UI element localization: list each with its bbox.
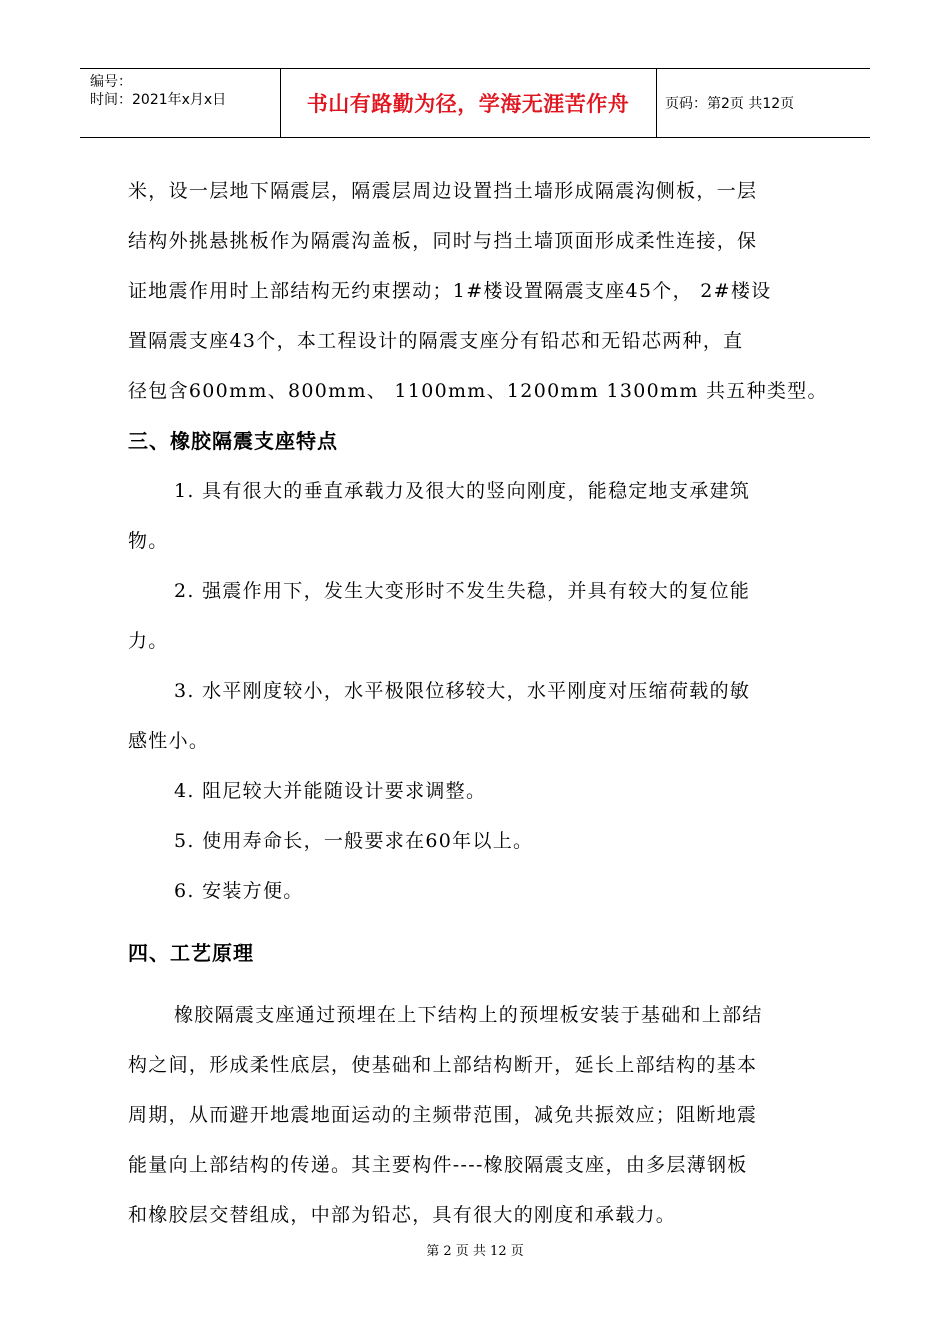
intro-line-5: 径包含600mm、800mm、 1100mm、1200mm 1300mm 共五种类型。	[128, 380, 828, 402]
page-footer: 第 2 页 共 12 页	[426, 1244, 524, 1259]
section-3-heading: 三、橡胶隔震支座特点	[128, 429, 338, 453]
principle-line-3: 周期，从而避开地震地面运动的主频带范围，减免共振效应；阻断地震	[128, 1104, 758, 1126]
feature-1-line-1: 1. 具有很大的垂直承载力及很大的竖向刚度，能稳定地支承建筑	[174, 480, 751, 502]
header-motto-cell	[280, 69, 657, 137]
principle-line-1: 橡胶隔震支座通过预埋在上下结构上的预埋板安装于基础和上部结	[174, 1004, 763, 1026]
feature-3-line-2: 感性小。	[128, 730, 210, 752]
header-meta	[80, 69, 281, 137]
intro-line-4: 置隔震支座43个，本工程设计的隔震支座分有铅芯和无铅芯两种，直	[128, 330, 744, 352]
document-body	[128, 166, 828, 1240]
spacer	[128, 978, 822, 990]
principle-line-5: 和橡胶层交替组成，中部为铅芯，具有很大的刚度和承载力。	[128, 1204, 677, 1226]
intro-line-2: 结构外挑悬挑板作为隔震沟盖板，同时与挡土墙顶面形成柔性连接，保	[128, 230, 758, 252]
feature-2-line-2: 力。	[128, 630, 169, 652]
feature-6: 6. 安装方便。	[174, 880, 304, 902]
principle-line-2: 构之间，形成柔性底层，使基础和上部结构断开，延长上部结构的基本	[128, 1054, 758, 1076]
doc-number-label: 编号：	[90, 74, 132, 90]
feature-4: 4. 阻尼较大并能随设计要求调整。	[174, 780, 487, 802]
intro-line-1: 米，设一层地下隔震层，隔震层周边设置挡土墙形成隔震沟侧板，一层	[128, 180, 758, 202]
section-4-heading: 四、工艺原理	[128, 941, 254, 965]
header-page-info: 页码：第2页 共12页	[665, 96, 795, 112]
feature-3-line-1: 3. 水平刚度较小，水平极限位移较大，水平刚度对压缩荷载的敏	[174, 680, 751, 702]
feature-1-line-2: 物。	[128, 530, 169, 552]
header-motto: 书山有路勤为径，学海无涯苦作舟	[306, 92, 630, 116]
intro-line-3: 证地震作用时上部结构无约束摆动；1#楼设置隔震支座45个， 2#楼设	[128, 280, 772, 302]
spacer	[128, 916, 822, 928]
doc-time-label: 时间：2021年x月x日	[90, 92, 227, 108]
principle-line-4: 能量向上部结构的传递。其主要构件----橡胶隔震支座，由多层薄钢板	[128, 1154, 748, 1176]
document-header	[80, 68, 870, 138]
feature-5: 5. 使用寿命长，一般要求在60年以上。	[174, 830, 534, 852]
feature-2-line-1: 2. 强震作用下，发生大变形时不发生失稳，并具有较大的复位能	[174, 580, 751, 602]
